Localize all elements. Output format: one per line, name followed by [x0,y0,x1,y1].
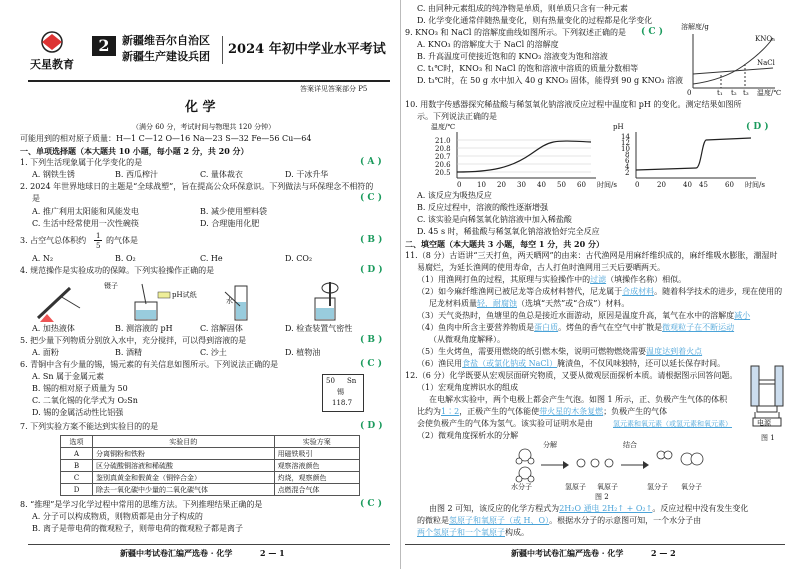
q11-p6-answer: 食盐（或氯化钠或 NaCl） [462,359,558,368]
q2-stem-line2: 是 [32,194,40,203]
q11-p6: （6）渔民用食盐（或氯化钠或 NaCl）腌渍鱼，不仅风味独特，还可以延长保存时间。 [417,359,726,368]
q1-answer: ( A ) [360,157,382,167]
q5-answer: ( B ) [360,335,383,345]
section1-title: 一、单项选择题（本大题共 10 小题，每小题 2 分，共 20 分） [20,146,249,156]
q4-fig-label-tweezers: 镊子 [104,282,118,290]
q9-t3: t₃ [743,89,749,97]
temp-xtick: 30 [517,181,526,189]
q2-stem-line1: 2. 2024 年世界地球日的主题是“全球战塑”，旨在提高公众环保意识。下列做法与环保理念不相符的 [20,182,374,191]
table-header-row [61,436,360,448]
fig2-label-o-atom: 氧原子 [597,483,618,491]
q12-p1-answer: 1∶2 [441,407,460,416]
q12-p2-title: （2）微观角度探析水的分解 [417,431,519,440]
temp-xtick: 40 [537,181,546,189]
answer-note: 答案详见答案部分 P5 [300,85,368,93]
q4-opt-c: C. 溶解固体 [200,324,243,333]
q4-answer: ( D ) [360,265,383,275]
footer-right-title: 新疆中考试卷汇编严选卷 · 化学 [511,548,624,558]
q6-opt-d: D. 锡的金属活动性比铝强 [32,408,124,417]
q5-opt-b: B. 酒精 [115,348,142,357]
footer-right-page: 2 — 2 [651,548,676,558]
q9-opt-a: A. KNO₃ 的溶解度大于 NaCl 的溶解度 [417,40,559,49]
q10-opt-c: C. 该实验是向稀氢氧化钠溶液中加入稀盐酸 [417,215,572,224]
table-header: 选项 [61,436,93,448]
q12-p1-line2: 比约为1∶2，正极产生的气体能使带火星的木条复燃；负极产生的气体 [417,407,668,416]
element-mass: 118.7 [332,399,353,407]
temp-xtick: 0 [457,181,462,189]
table-cell: D [61,484,93,496]
q3-stem-a: 3. 占空气总体积约 [20,236,87,245]
element-symbol: Sn [347,377,357,385]
q9-curve-nacl: NaCl [757,59,775,67]
q3-opt-a: A. N₂ [32,254,54,263]
paper-number-badge: 2 [92,36,116,56]
table-row [61,448,360,460]
atomic-mass: 可能用到的相对原子质量：H—1 C—12 O—16 Na—23 S—32 Fe—56 Cu—64 [20,134,312,143]
q11-p4-cont: （从微观角度解释）。 [429,335,505,344]
q11-p2-answer2: 轻，耐腐蚀 [477,299,517,308]
q8-answer: ( C ) [360,499,382,509]
q11-p1: （1）用渔网打鱼的过程，其原理与实验操作中的过滤（填操作名称）相似。 [417,275,687,284]
table-cell: 鉴别真黄金和假黄金（铜锌合金） [93,472,275,484]
q1-opt-b: B. 西瓜榨汁 [115,170,158,179]
table-cell: B [61,460,93,472]
q2-opt-a: A. 推广利用太阳能和风能发电 [32,207,139,216]
table-cell: 灼烧，观察颜色 [274,472,359,484]
element-number: 50 [326,377,335,385]
q10-opt-d: D. 45 s 时，稀盐酸与稀氢氧化钠溶液恰好完全反应 [417,227,600,236]
ph-xtick: 40 [683,181,692,189]
ph-xlabel: 时间/s [745,181,765,189]
ph-xtick: 60 [725,181,734,189]
q12-micro-line2: 两个氢原子和一个氧原子构成。 [417,528,529,537]
q3-frac-den: 5 [96,242,101,250]
q1-opt-c: C. 量体裁衣 [200,170,243,179]
exam-info: （满分 60 分，考试时间与物理共 120 分钟） [132,123,276,131]
table-header: 实验方案 [274,436,359,448]
q11-p4-answer2: 微观粒子在不断运动 [662,323,735,332]
q7-stem: 7. 下列实验方案不能达到实验目的的是 [20,422,159,431]
q11-p2-answer: 合成材料 [622,287,655,296]
q8-stem: 8. “推理”是学习化学过程中常用的思维方法。下列推理结果正确的是 [20,500,263,509]
temp-ytick: 20.5 [435,169,451,177]
q1-opt-a: A. 钢铁生锈 [32,170,75,179]
q5-stem: 5. 把少量下列物质分别放入水中，充分搅拌，可以得到溶液的是 [20,336,247,345]
q12-micro-answer2: 两个氢原子和一个氧原子 [417,528,505,537]
fig1-power-label: 电源 [757,419,771,427]
temp-ytick: 20.7 [435,153,451,161]
ph-ytick: 6 [625,157,630,165]
q7-answer: ( D ) [360,421,383,431]
q6-opt-a: A. Sn 属于金属元素 [32,372,105,381]
q12-p1-line1: 在电解水实验中，两个电极上都会产生气泡。如图 1 所示，正、负极产生气体的体积 [429,395,728,404]
table-header: 实验目的 [93,436,275,448]
q8-opt-d: D. 化学变化通常伴随热量变化，则有热量变化的过程都是化学变化 [417,16,653,25]
temp-ytick: 20.6 [435,161,451,169]
table-cell: 区分硫酸铜溶液和稀硫酸 [93,460,275,472]
q9-stem: 9. KNO₃ 和 NaCl 的溶解度曲线如图所示。下列叙述正确的是 [405,28,626,37]
q11-p2: （2）如今麻纤维渔网已被尼龙等合成材料替代，尼龙属于合成材料。随着科学技术的进步，现在使用的 [417,287,783,296]
element-name: 锡 [337,388,344,396]
q3-opt-d: D. CO₂ [285,254,313,263]
ph-xtick: 45 [699,181,708,189]
fig2-label-water: 水分子 [511,483,532,491]
temp-xtick: 20 [497,181,506,189]
q12-p1-answer3: 氢元素和氧元素（或氢元素和氧元素） [613,420,732,428]
q12-stem: 12.（6 分）化学既要从宏观层面研究物质，又要从微观层面探析本质。请根据图示回答问题。 [405,371,738,380]
q4-stem: 4. 规范操作是实验成功的保障。下列实验操作正确的是 [20,266,215,275]
exam-title: 2024 年初中学业水平考试 [228,42,386,57]
q12-equation: 2H₂O 通电 2H₂↑ + O₂↑ [559,504,653,513]
water-decomposition-figure [511,443,711,487]
q9-ylabel: 溶解度/g [681,23,709,31]
header-divider [222,36,223,64]
q11-p3-answer: 减小 [734,311,751,320]
fig2-arrow-combine: 结合 [623,441,637,449]
q8-opt-c: C. 由同种元素组成的纯净物是单质，则单质只含有一种元素 [417,4,628,13]
q9-opt-c: C. t₁℃时，KNO₃ 和 NaCl 的饱和溶液中溶质的质量分数相等 [417,64,639,73]
q9-opt-b: B. 升高温度可使接近饱和的 KNO₃ 溶液变为饱和溶液 [417,52,608,61]
fig2-label-h-atom: 氢原子 [565,483,586,491]
ph-ytick: 2 [625,169,630,177]
q11-p4: （4）鱼肉中所含主要营养物质是蛋白质。烤鱼的香气在空气中扩散是微观粒子在不断运动 [417,323,735,332]
q5-opt-a: A. 面粉 [32,348,59,357]
q6-answer: ( C ) [360,359,382,369]
q6-opt-c: C. 二氧化锡的化学式为 O₂Sn [32,396,138,405]
ph-ylabel: pH [613,123,624,131]
q3-stem-b: 的气体是 [106,236,138,245]
q11-stem-line1: 11.（8 分）古语讲“三天打鱼，两天晒网”的由来：古代渔网是用麻纤维织成的，麻纤维吸水膨胀，潮湿时 [405,251,778,260]
ph-ytick: 14 [621,133,630,141]
q11-p4-answer: 蛋白质 [534,323,559,332]
q11-p3: （3）天气炎热时，鱼塘里的鱼总是接近水面游动，原因是温度升高，氧气在水中的溶解度减小 [417,311,751,320]
table-cell: 点燃混合气体 [274,484,359,496]
q9-origin: 0 [687,89,692,97]
q8-opt-a: A. 分子可以构成物质，则物质都是由分子构成的 [32,512,203,521]
q5-opt-d: D. 植物油 [285,348,321,357]
q10-stem-line2: 示。下列说法正确的是 [417,112,497,121]
q3-opt-c: C. He [200,254,223,263]
q10-opt-b: B. 反应过程中，溶液的酸性逐渐增强 [417,203,548,212]
q9-t2: t₂ [731,89,737,97]
region-line2: 新疆生产建设兵团 [122,50,210,63]
footer-left-title: 新疆中考试卷汇编严选卷 · 化学 [120,548,233,558]
ph-ytick: 10 [621,145,630,153]
fig1-caption: 图 1 [761,434,775,442]
q1-opt-d: D. 干冰升华 [285,170,329,179]
q11-p5: （5）生火烤鱼，需要用燃烧的纸引燃木柴，说明可燃物燃烧需要温度达到着火点 [417,347,703,356]
q4-fig-label-ph-paper: pH试纸 [172,291,197,299]
q9-curve-kno3: KNO₃ [755,35,775,43]
q11-p2-cont: 尼龙材料质量轻，耐腐蚀（选填“天然”或“合成”）材料。 [429,299,630,308]
q10-stem-line1: 10. 用数字传感器探究稀盐酸与稀氢氧化钠溶液反应过程中温度和 pH 的变化。测定结果如图所 [405,100,742,109]
temp-ytick: 20.8 [435,145,451,153]
q4-opt-a: A. 加热液体 [32,324,75,333]
fig2-label-h2: 氢分子 [647,483,668,491]
section2-title: 二、填空题（本大题共 3 小题，每空 1 分，共 20 分） [405,239,604,249]
logo-icon [32,30,72,60]
element-tile-sn [322,374,364,412]
q10-opt-a: A. 该反应为吸热反应 [417,191,492,200]
footer-rule [28,544,390,545]
table-cell: A [61,448,93,460]
q5-opt-c: C. 沙土 [200,348,227,357]
table-row [61,460,360,472]
q4-fig-label-water: 水 [226,297,233,305]
q2-opt-c: C. 生活中经常使用一次性碗筷 [32,219,139,228]
q11-p5-answer: 温度达到着火点 [646,347,703,356]
brand-name: 天星教育 [30,58,74,71]
q10-answer: ( D ) [746,122,769,132]
q8-opt-b: B. 离子是带电荷的微观粒子，则带电荷的微观粒子都是离子 [32,524,243,533]
subject-title: 化 学 [185,100,216,115]
header-rule [28,80,390,82]
q2-opt-d: D. 合理施用化肥 [200,219,260,228]
table-cell: 观察溶液颜色 [274,460,359,472]
temp-ytick: 21.0 [435,137,451,145]
q6-stem: 6. 青铜中含有少量的锡，锡元素的有关信息如图所示。下列说法正确的是 [20,360,279,369]
table-cell: 用磁铁吸引 [274,448,359,460]
right-page [400,0,800,569]
q10-ph-chart [616,130,766,186]
q4-opt-b: B. 测溶液的 pH [115,324,173,333]
temp-xtick: 10 [477,181,486,189]
region-line1: 新疆维吾尔自治区 [122,34,210,47]
q12-micro-answer: 氢原子和氧原子（或 H、O） [449,516,550,525]
q9-t1: t₁ [717,89,723,97]
temp-xlabel: 时间/s [597,181,617,189]
q3-answer: ( B ) [360,235,383,245]
table-row [61,484,360,496]
ph-xtick: 20 [657,181,666,189]
q7-table [60,435,360,496]
q6-opt-b: B. 锡的相对原子质量为 50 [32,384,128,393]
table-row [61,472,360,484]
temp-xtick: 50 [557,181,566,189]
temp-ylabel: 温度/℃ [431,123,456,131]
q1-stem: 1. 下列生活现象属于化学变化的是 [20,158,143,167]
q12-eq-line: 由图 2 可知，该反应的化学方程式为2H₂O 通电 2H₂↑ + O₂↑。反应过程中没有发生变化 [429,504,749,513]
q12-p1-title: （1）宏观角度辨识水的组成 [417,383,519,392]
q2-answer: ( C ) [360,193,382,203]
footer-left-page: 2 — 1 [260,548,285,558]
ph-xtick: 0 [635,181,640,189]
q12-p1-answer2: 带火星的木条复燃 [539,407,604,416]
q3-frac-num: 1 [96,232,101,240]
q9-opt-d: D. t₃℃时，在 50 g 水中加入 40 g KNO₃ 固体，能得到 90 g KNO₃ 溶液 [417,76,683,85]
q4-apparatus-figures [30,278,380,324]
fig2-label-o2: 氧分子 [681,483,702,491]
temp-xtick: 60 [577,181,586,189]
ph-ytick: 8 [625,151,630,159]
ph-ytick: 12 [621,139,630,147]
fig2-caption: 图 2 [595,493,609,501]
table-cell: C [61,472,93,484]
q12-p1-line3: 会使负极产生的气体为氢气。该实验可证明水是由 [417,419,593,428]
q11-stem-line2: 易腐烂，为延长渔网的使用寿命，古人打鱼时渔网用三天后要晒两天。 [417,263,665,272]
fig2-arrow-split: 分解 [543,441,557,449]
q4-opt-d: D. 检查装置气密性 [285,324,353,333]
table-cell: 分离铜粉和铁粉 [93,448,275,460]
q11-p1-answer: 过滤 [590,275,607,284]
q10-temp-chart [431,130,601,186]
q9-answer: ( C ) [641,27,663,37]
q3-opt-b: B. O₂ [115,254,136,263]
ph-ytick: 4 [625,163,630,171]
q12-micro-line: 的微粒是氢原子和氧原子（或 H、O）。根据水分子的示意图可知，一个水分子由 [417,516,702,525]
footer-rule [405,544,785,545]
table-cell: 除去一氧化碳中少量的二氧化碳气体 [93,484,275,496]
q2-opt-b: B. 减少使用塑料袋 [200,207,267,216]
q9-xlabel: 温度/℃ [757,89,782,97]
